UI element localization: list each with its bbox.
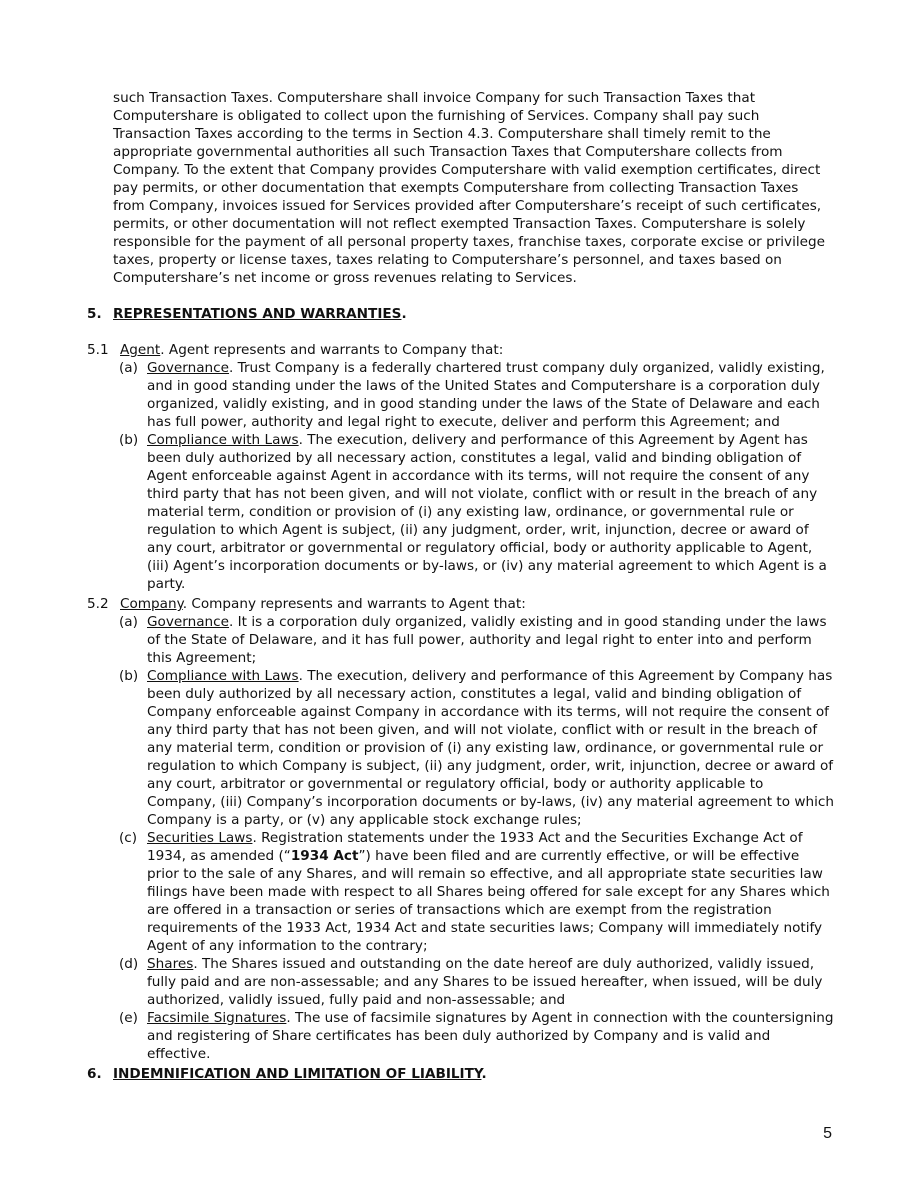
- page-number: 5: [823, 1125, 832, 1142]
- item-title: Compliance with Laws: [147, 668, 299, 684]
- subsection-5-2-items: [119, 613, 834, 1063]
- intro-paragraph: such Transaction Taxes. Computershare shall invoice Company for such Transaction Taxes that Computershare is obligated to collect upon the furnishing of Services. Company shall pay such Transaction Taxes according to the terms in Section 4.3. Computershare shall timely remit to the appropriate governmental authorities all such Transaction Taxes that Computershare collects from Company. To the extent that Company provides Computershare with valid exemption certificates, direct pay permits, or other documentation that exempts Computershare from collecting Transaction Taxes from Company, invoices issued for Services provided after Computershare’s receipt of such certificates, permits, or other documentation will not reflect exempted Transaction Taxes. Computershare is solely responsible for the payment of all personal property taxes, franchise taxes, corporate excise or privilege taxes, property or license taxes, taxes relating to Computershare’s personnel, and taxes based on Computershare’s net income or gross revenues relating to Services.: [113, 90, 826, 286]
- subsection-5-2-heading: 5.2 Company. Company represents and warrants to Agent that:: [87, 596, 526, 612]
- section-5-heading: 5. REPRESENTATIONS AND WARRANTIES.: [87, 306, 407, 322]
- subsection-5-1-heading: 5.1 Agent. Agent represents and warrants to Company that:: [87, 342, 504, 358]
- subsection-title: Company: [120, 596, 183, 612]
- item-title: Securities Laws: [147, 830, 253, 846]
- list-item: (a) Governance. It is a corporation duly organized, validly existing and in good standing under the laws of the State of Delaware, and it has full power, authority and legal right to enter into and perform this Agreement;: [119, 614, 827, 666]
- item-title: Governance: [147, 614, 230, 630]
- defined-term: 1934 Act: [290, 848, 359, 864]
- section-title: REPRESENTATIONS AND WARRANTIES: [113, 306, 402, 322]
- subsection-5-1-items: [119, 359, 834, 593]
- list-item: (e) Facsimile Signatures. The use of facsimile signatures by Agent in connection with the countersigning and registering of Share certificates has been duly authorized by Company and is valid and effective.: [119, 1010, 834, 1062]
- list-item: (b) Compliance with Laws. The execution, delivery and performance of this Agreement by Company has been duly authorized by all necessary action, constitutes a legal, valid and binding obligation of Company enforceable against Company in accordance with its terms, will not require the consent of any third party that has not been given, and will not violate, conflict with or result in the breach of any material term, condition or provision of (i) any existing law, ordinance, or governmental rule or regulation to which Company is subject, (ii) any judgment, order, writ, injunction, decree or award of any court, arbitrator or governmental or regulatory official, body or authority applicable to Company, (iii) Company’s incorporation documents or by-laws, (iv) any material agreement to which Company is a party, or (v) any applicable stock exchange rules;: [119, 668, 835, 828]
- item-title: Governance: [147, 360, 230, 376]
- list-item: (c) Securities Laws. Registration statements under the 1933 Act and the Securities Exchange Act of 1934, as amended (“1934 Act”) have been filed and are currently effective, or will be effective prior to the sale of any Shares, and will remain so effective, and all appropriate state securities law filings have been made with respect to all Shares being offered for sale except for any Shares which are offered in a transaction or series of transactions which are exempt from the registration requirements of the 1933 Act, 1934 Act and state securities laws; Company will immediately notify Agent of any information to the contrary;: [119, 830, 830, 954]
- section-title: INDEMNIFICATION AND LIMITATION OF LIABILITY: [113, 1066, 482, 1082]
- subsection-title: Agent: [120, 342, 161, 358]
- item-title: Shares: [147, 956, 194, 972]
- section-6-heading: 6. INDEMNIFICATION AND LIMITATION OF LIABILITY.: [87, 1066, 487, 1082]
- section-number: 5.: [87, 306, 102, 322]
- section-number: 6.: [87, 1066, 102, 1082]
- list-item: (b) Compliance with Laws. The execution, delivery and performance of this Agreement by Agent has been duly authorized by all necessary action, constitutes a legal, valid and binding obligation of Agent enforceable against Agent in accordance with its terms, will not require the consent of any third party that has not been given, and will not violate, conflict with or result in the breach of any material term, condition or provision of (i) any existing law, ordinance, or governmental rule or regulation to which Agent is subject, (ii) any judgment, order, writ, injunction, decree or award of any court, arbitrator or governmental or regulatory official, body or authority applicable to Agent, (iii) Agent’s incorporation documents or by-laws, or (iv) any material agreement to which Agent is a party.: [119, 432, 827, 592]
- item-title: Facsimile Signatures: [147, 1010, 287, 1026]
- item-title: Compliance with Laws: [147, 432, 299, 448]
- list-item: (a) Governance. Trust Company is a federally chartered trust company duly organized, validly existing, and in good standing under the laws of the United States and Computershare is a corporation duly organized, validly existing, and in good standing under the laws of the State of Delaware and each has full power, authority and legal right to execute, deliver and perform this Agreement; and: [119, 360, 825, 430]
- list-item: (d) Shares. The Shares issued and outstanding on the date hereof are duly authorized, validly issued, fully paid and are non-assessable; and any Shares to be issued hereafter, when issued, will be duly authorized, validly issued, fully paid and non-assessable; and: [119, 956, 823, 1008]
